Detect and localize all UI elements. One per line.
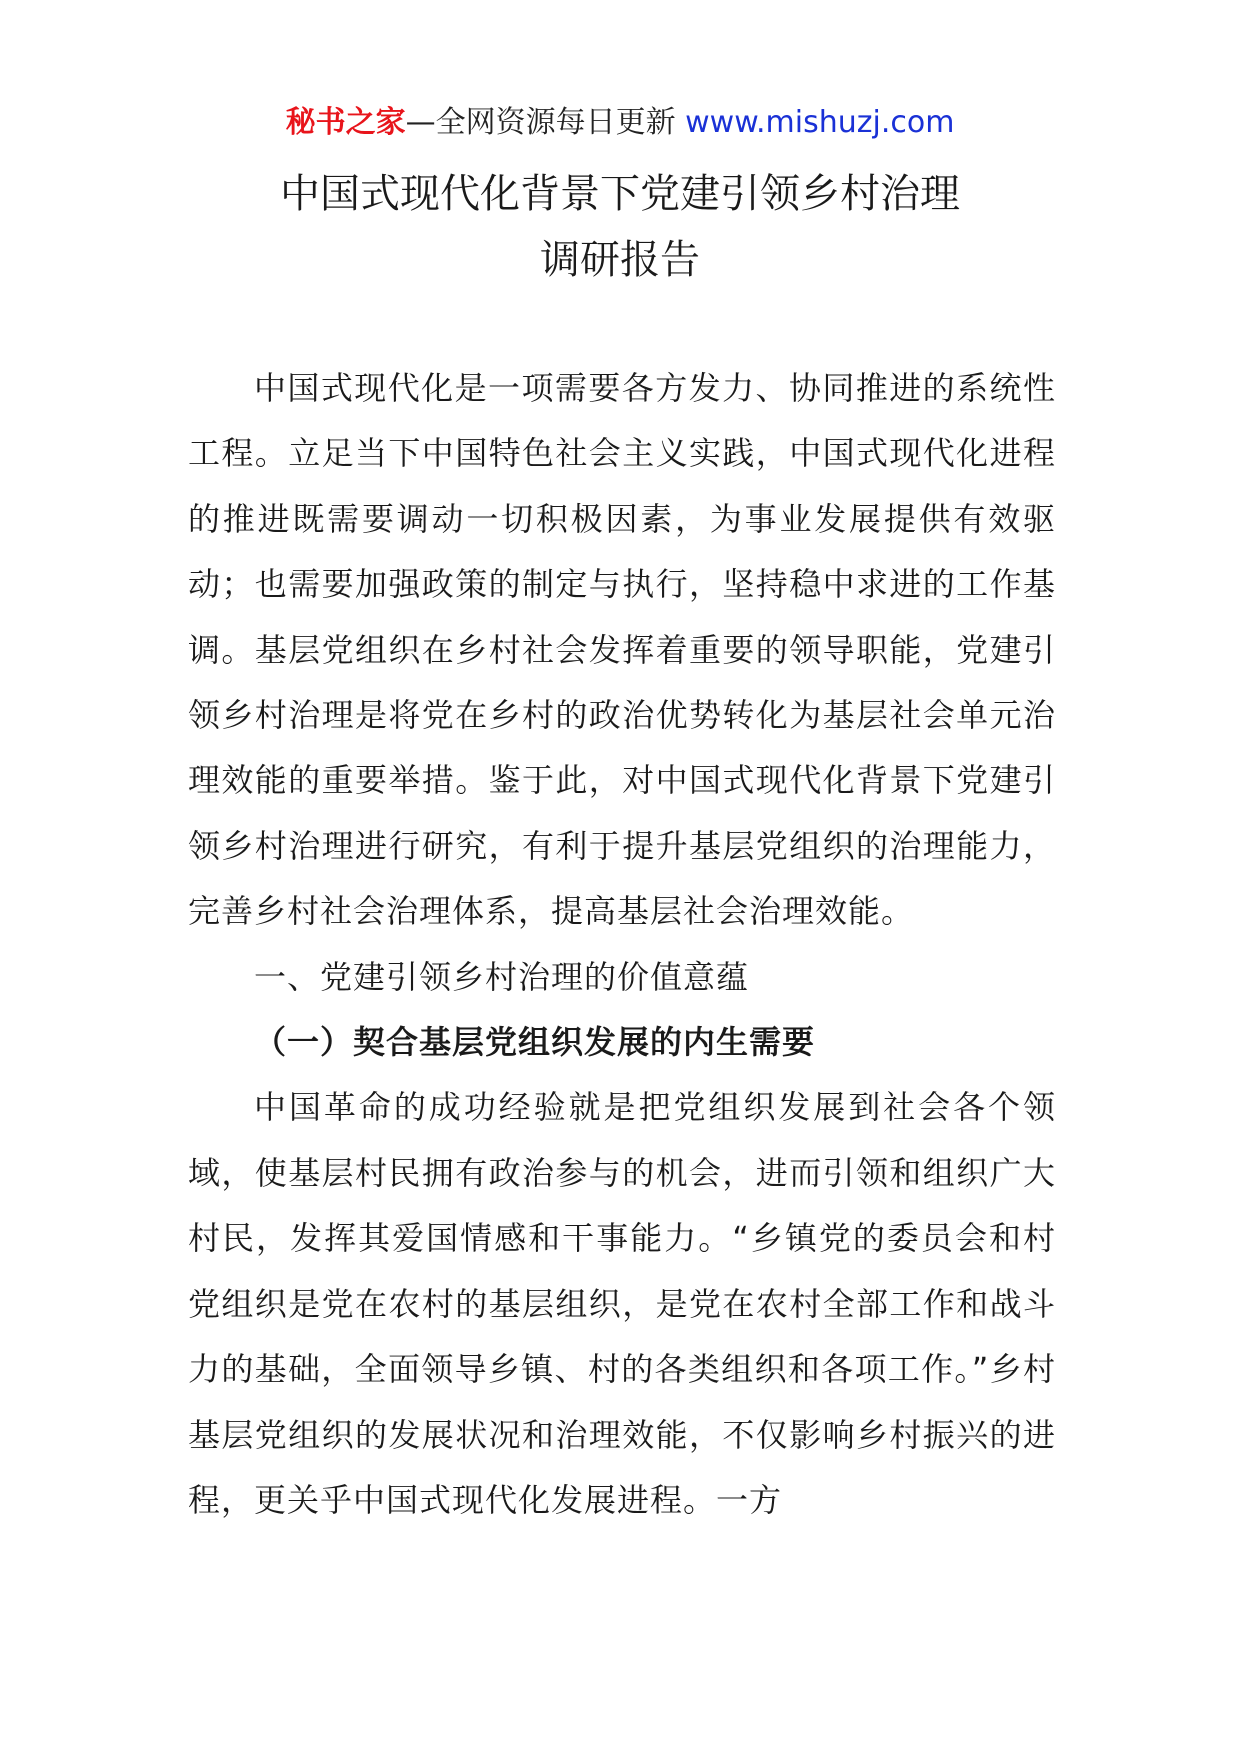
section-heading: 一、党建引领乡村治理的价值意蕴 xyxy=(254,957,750,996)
document-title: 中国式现代化背景下党建引领乡村治理 xyxy=(280,171,960,217)
body-paragraph: 中国革命的成功经验就是把党组织发展到社会各个领域，使基层村民拥有政治参与的机会，进而引领和组织广大村民，发挥其爱国情感和干事能力。“乡镇党的委员会和村党组织是党在农村的基层组织，是党在农村全部工作和战斗力的基础，全面领导乡镇、村的各类组织和各项工作。”乡村基层党组织的发展状况和治理效能，不仅影响乡村振兴的进程，更关乎中国式现代化发展进程。一方 xyxy=(188,1088,1056,1519)
document-body xyxy=(188,356,1056,1533)
brand-name: 秘书之家 xyxy=(285,105,406,140)
body-paragraph: 中国式现代化是一项需要各方发力、协同推进的系统性工程。立足当下中国特色社会主义实践，中国式现代化进程的推进既需要调动一切积极因素，为事业发展提供有效驱动；也需要加强政策的制定与执行，坚持稳中求进的工作基调。基层党组织在乡村社会发挥着重要的领导职能，党建引领乡村治理是将党在乡村的政治优势转化为基层社会单元治理效能的重要举措。鉴于此，对中国式现代化背景下党建引领乡村治理进行研究，有利于提升基层党组织的治理能力，完善乡村社会治理体系，提高基层社会治理效能。 xyxy=(188,369,1056,931)
banner-slogan: —全网资源每日更新 xyxy=(405,105,686,140)
site-banner xyxy=(0,100,1240,146)
website-url: www.mishuzj.com xyxy=(685,105,955,140)
document-title-line2: 调研报告 xyxy=(540,237,700,283)
subsection-heading: （一）契合基层党组织发展的内生需要 xyxy=(254,1023,816,1062)
